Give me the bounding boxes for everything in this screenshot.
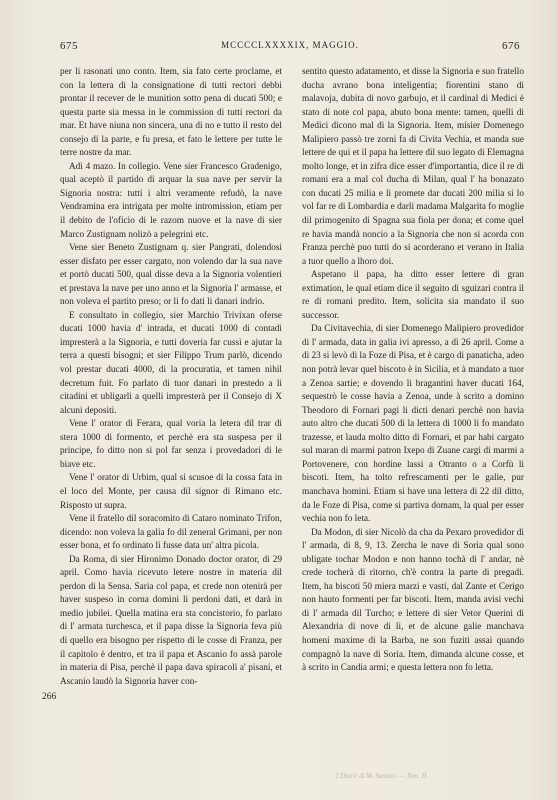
page-header — [60, 40, 520, 56]
margin-folio-number: 266 — [42, 692, 57, 702]
right-column — [302, 66, 524, 676]
paragraph: per li rasonati uno conto. Item, sia fato certe proclame, et con la lettera di la consignatione di tutti rectori debbi prontar il recever de le munition sotto pena di ducati 500; e questa parte sia messa in le commission di tutti rectori da mar. Et have niuna non sincera, una di no e tutto il resto del consejo di la parte, e fu presa, et fato le lettere per tutte le terre nostre da mar. — [60, 67, 282, 159]
bleed-through-text: I Diarii di M. Sanuto. — Tom. II. — [336, 772, 429, 780]
paragraph: Aspetano il papa, ha ditto esser lettere di gran extimation, le qual etiam dice il seguito di sguizari contra il re di romani predito. Item, solicita sia mandato il suo successor. — [302, 270, 524, 321]
paragraph: Da Civitavechia, di sier Domenego Malipiero provedidor di l' armada, data in galia ivi apresso, a dì 26 april. Come a dì 23 si levò di la Foze di Pisa, et è cargo di panaticha, adeo non potrà levar quel biscoto è in Sicilia, et à mandato a tuor a Zenoa sartie; e dovendo li bragantini haver ducati 164, sequestrò le cosse havia a Zenoa, unde à scrito a domino Theodoro di Fornari pagi li dicti denari perchè non havia auto altro che ducati 500 di la lettera di 1000 li fo mandato trazesse, et lauda molto ditto di Fornari, et par habi cargato sul maran di marmi patron Ixepo di Zuane cargi di marmi a Portovenere, con hordine lassi a Otranto o a Corfù li biscoti. Item, ha tolto refrescamenti per le galie, pur manchava homini. Etiam si have una lettera di 22 dil ditto, da le Foze di Pisa, come si partiva domam, la qual per esser vechia non fo leta. — [302, 324, 524, 525]
left-column — [60, 66, 282, 689]
paragraph: Vene l' orator di Urbim, qual si scusoe di la cossa fata in el loco del Monte, per causa dil signor di Rimano etc. Risposto ut supra. — [60, 473, 282, 511]
paragraph: sentito questo adatamento, et disse la Signoria e suo fratello ducha avrano bona inteligentia; fiorentini stano di malavoja, dubita di novo garbujo, et il cardinal di Medici è stato di note col papa, abuto bona mente: tamen, quelli di Medici dicono mal di la Signoria. Item, misier Domenego Malipiero passò tre zorni fa di Civita Vechia, et manda sue lettere de qui et il papa ha lettere dil suo legato di Elemagna molto longe, et in zifra dice esser d'importantia, dice il re di romani era a mal col ducha di Milan, qual l' ha bonazato con ducati 25 milia e li promete dar ducati 200 milia si lo vol far re di Lombardia e darli madama Malgarita fo moglie dil primogenito di Spagna sua fiola per dona; et come quel re havia mandà noncio a la Signoria che non si acorda con Franza perchè puo tutti do si acorderano et verano in Italia a tuor quello a lhoro doi. — [302, 67, 524, 267]
paragraph: E consultato in collegio, sier Marchio Trivixan oferse ducati 1000 havia d' intrada, et ducati 1000 di contadi impresterà a la Signoria, e tutti doveria far cussì e ajutar la terra a questi bisogni; et sier Filippo Trum parlò, dicendo vol prestar ducati 4000, di la procuratia, et tamen nihil decretum fuit. Fo parlato di tuor danari in prestedo a li citadini et ubligarli a quelli impresterà per il Consejo di X alcuni depositi. — [60, 310, 282, 416]
running-title: MCCCCLXXXXIX, MAGGIO. — [221, 40, 359, 50]
page-number-right: 676 — [502, 40, 520, 52]
paragraph: Vene sier Beneto Zustignam q. sier Pangrati, dolendosi esser disfato per esser cargato, non volendo dar la sua nave et portò ducati 500, qual disse deva a la Signoria volentieri et prestava la nave per uno anno et la Signoria l' armasse, et non voleva el partito preso; or li fo dati li danari indrio. — [60, 243, 282, 308]
paragraph: Da Roma, di sier Hironimo Donado doctor orator, di 29 april. Como havia ricevuto letere nostre in materia dil perdon di la Sensa. Saria col papa, et crede non otenirà per haver suspeso in corna domini li perdoni dati, et darà in medio jubilei. Quella matina era sta concistorio, fo parlato di l' armata turchesca, et il papa disse la Signoria feva più di quello era bisogno per rispetto di le cosse di Franza, per il capitolo è dentro, et tra il papa et Ascanio fo assà parole in materia di Pisa, perchè il papa dava spiracoli a' pisani, et Ascanio laudò la Signoria haver con- — [60, 554, 282, 687]
paragraph: Adì 4 mazo. In collegio. Vene sier Francesco Gradenigo, qual aceptò il partido di arquar la sua nave per servir la Signoria nostra: tutti i altri veramente refudò, la nave Vendramina era intrigata per molte intromission, etiam per il debito de l'oficio di le razom nuove et la nave di sier Marco Zustignam nolizò a pelegrini etc. — [60, 161, 282, 240]
paragraph: Vene l' orator di Ferara, qual voria la letera dil trar di stera 1000 di formento, et perchè era sta suspesa per il principe, fo ditto non si pol far senza i provedadori di le biave etc. — [60, 419, 282, 470]
paragraph: Vene il fratello dil soracomito di Cataro nominato Trifon, dicendo: non voleva la galia fo dil zeneral Grimani, per non esser bona, et fo ordinato li fusse data un' altra picola. — [60, 514, 282, 552]
page-number-left: 675 — [60, 40, 78, 52]
paragraph: Da Modon, di sier Nicolò da cha da Pexaro provedidor di l' armada, di 8, 9, 13. Zercha le nave di Soria qual sono ubligate tochar Modon e non hanno tochà di l' andar, nè crede tocherà di ritorno, ch'è contra la parte di pregadi. Item, ha biscoti 50 miera marzi e vasti, dal Zante et Cerigo non hauto formenti per far biscoti. Item, manda avisi vechi di l' armada dil Turcho; e lettere di sier Vetor Querini di Alexandria di nove di lì, et de alcune galie manchava homeni maxime di la Barba, ne son fuziti assai quando compagnò la nave di Soria. Item, dimanda alcune cosse, et à scrito in Candia armi; e questa lettera non fo letta. — [302, 527, 524, 674]
